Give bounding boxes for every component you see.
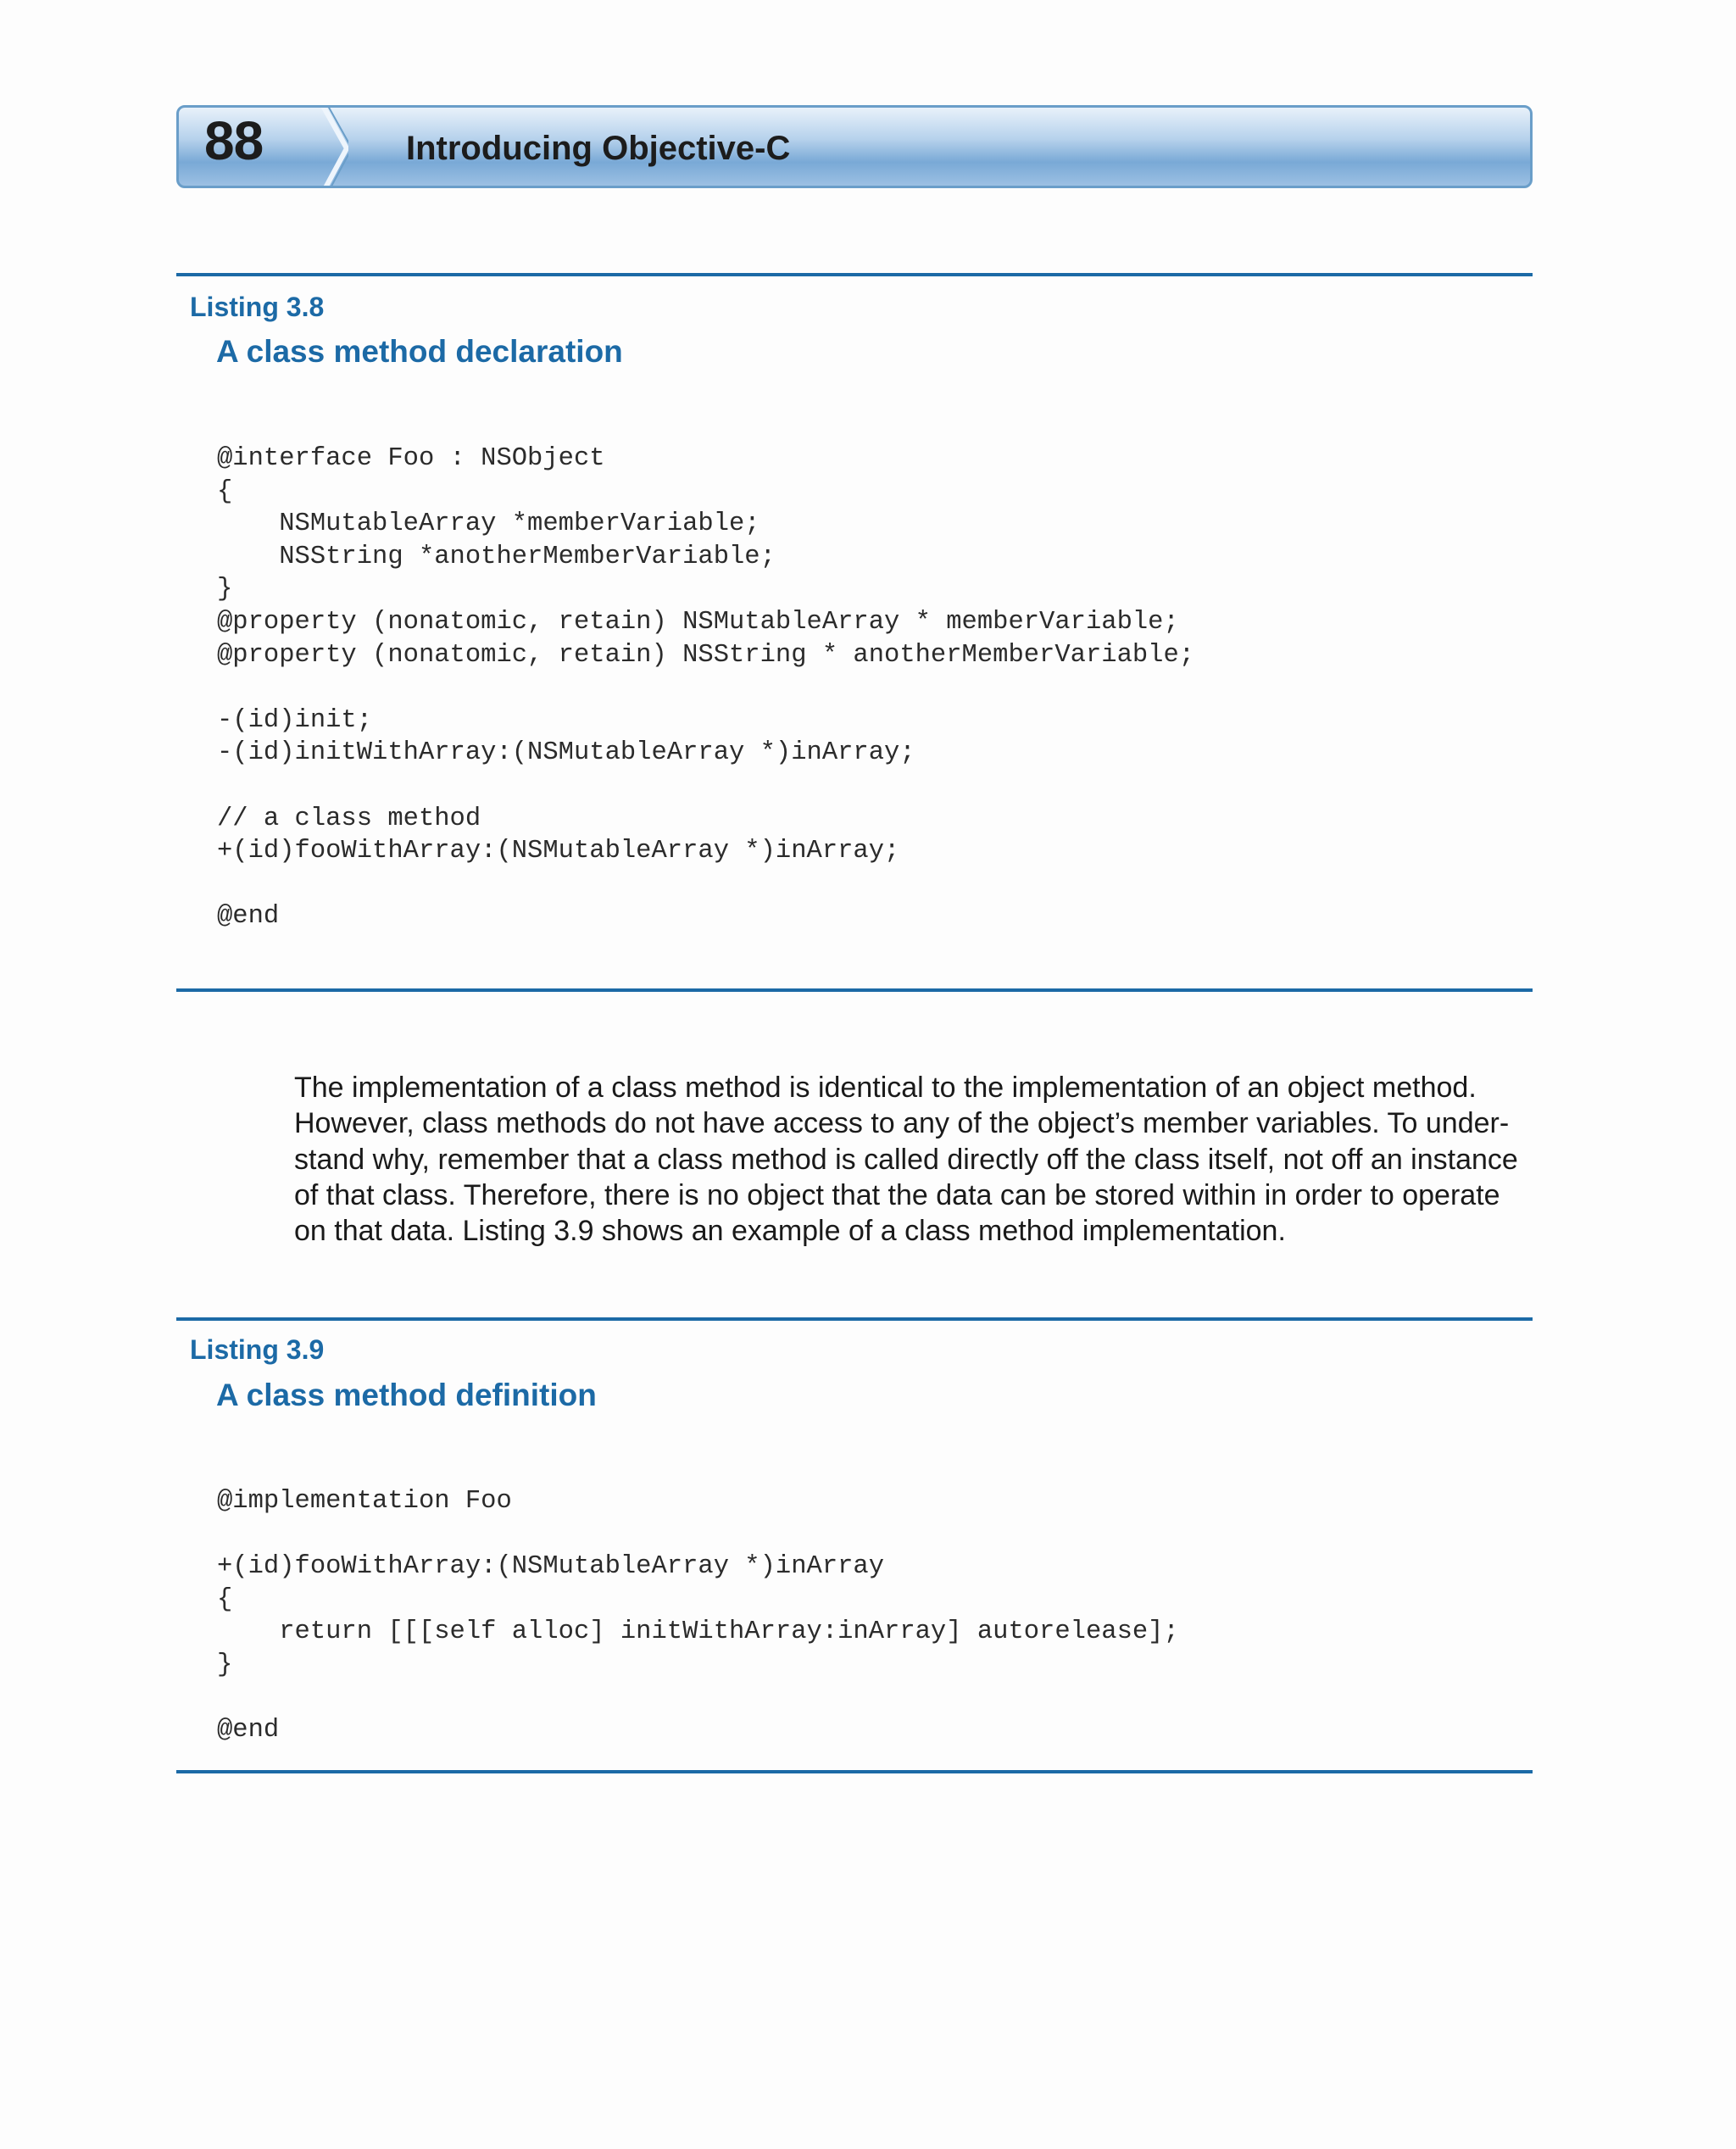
listing-bottom-rule: [176, 1770, 1533, 1773]
paragraph-line: stand why, remember that a class method is called directly off the class itself, not off an instance: [294, 1143, 1518, 1176]
listing-title: A class method definition: [216, 1378, 597, 1412]
chapter-title: Introducing Objective-C: [406, 130, 791, 167]
code-block: @implementation Foo +(id)fooWithArray:(NSMutableArray *)inArray { return [[[self alloc] initWithArray:inArray] autorelease]; } @end: [217, 1487, 1179, 1745]
listing-bottom-rule: [176, 988, 1533, 992]
paragraph-line: However, class methods do not have access to any of the object’s member variables. To under-: [294, 1107, 1510, 1140]
code-block: @interface Foo : NSObject { NSMutableArray *memberVariable; NSString *anotherMemberVariable; } @property (nonatomic, retain) NSMutableArray * memberVariable; @property (nonatomic, retain) NSString * anotherMemberVariable; -(id)init; -(id)initWithArray:(NSMutableArray *)inArray; // a class method +(id)fooWithArray:(NSMutableArray *)inArray; @end: [217, 444, 1195, 932]
listing-title: A class method declaration: [216, 334, 623, 369]
page-header: [176, 105, 1533, 188]
listing-number: Listing 3.9: [190, 1334, 325, 1365]
page-number: 88: [204, 110, 264, 171]
listing-top-rule: [176, 273, 1533, 276]
paragraph-line: The implementation of a class method is identical to the implementation of an object method.: [294, 1072, 1477, 1104]
paragraph-line: of that class. Therefore, there is no object that the data can be stored within in order to operate: [294, 1178, 1500, 1211]
listing-number: Listing 3.8: [190, 292, 325, 322]
paragraph-line: on that data. Listing 3.9 shows an example of a class method implementation.: [294, 1215, 1286, 1248]
body-paragraph: [294, 1070, 1540, 1249]
listing-top-rule: [176, 1317, 1533, 1321]
